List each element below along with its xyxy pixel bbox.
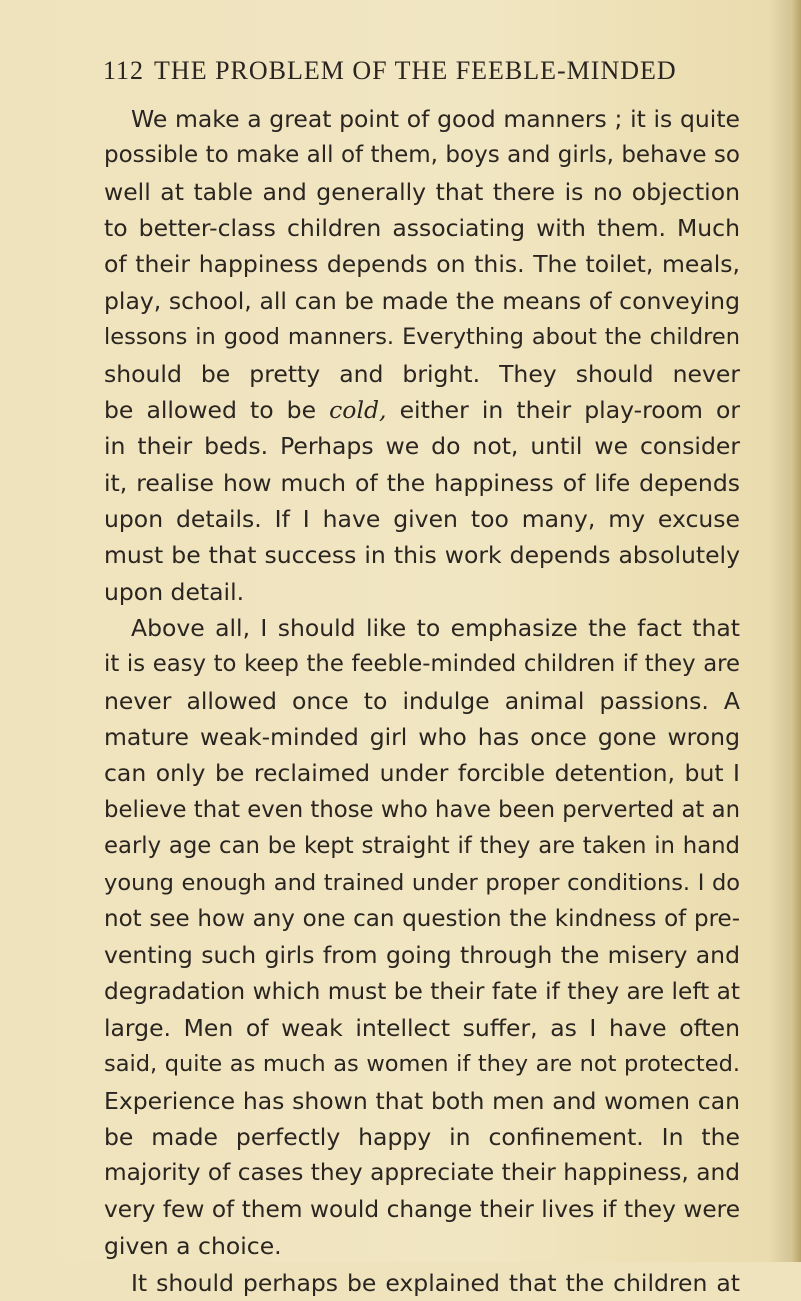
- text-line: early age can be kept straight if they are taken in hand: [104, 833, 740, 860]
- line-pre: be allowed to be: [104, 395, 330, 424]
- text-line: large. Men of weak intellect suffer, as I have often: [104, 1013, 740, 1042]
- text-line: venting such girls from going through the misery and: [104, 941, 740, 970]
- running-title: THE PROBLEM OF THE FEEBLE-MINDED: [154, 56, 677, 85]
- text-line: never allowed once to indulge animal passions. A: [104, 686, 740, 715]
- text-line: possible to make all of them, boys and girls, behave so: [104, 142, 740, 169]
- text-line: in their beds. Perhaps we do not, until we consider: [104, 432, 740, 461]
- text-line: well at table and generally that there is no objection: [104, 177, 740, 206]
- text-line: can only be reclaimed under forcible detention, but I: [104, 759, 740, 788]
- text-line: be made perfectly happy in confinement. In the: [104, 1123, 740, 1152]
- page-number: 112: [103, 56, 145, 85]
- page-edge: [791, 0, 801, 1262]
- text-line: to better-class children associating with them. Much: [104, 214, 740, 243]
- text-line: play, school, all can be made the means of conveying: [104, 286, 740, 315]
- text-line: mature weak-minded girl who has once gone wrong: [104, 723, 740, 752]
- text-line: believe that even those who have been perverted at an: [104, 796, 740, 823]
- text-line: We make a great point of good manners ; it is quite: [131, 105, 740, 133]
- body-text: [104, 101, 740, 1301]
- text-line: said, quite as much as women if they are not protected.: [104, 1051, 740, 1078]
- text-line: upon detail.: [104, 577, 245, 606]
- text-line-with-italic: [104, 392, 740, 428]
- text-line: of their happiness depends on this. The toilet, meals,: [104, 250, 740, 279]
- text-line: lessons in good manners. Everything about the children: [104, 324, 740, 351]
- text-line: Experience has shown that both men and women can: [104, 1086, 740, 1115]
- text-line: young enough and trained under proper conditions. I do: [104, 869, 740, 896]
- text-line: should be pretty and bright. They should never: [104, 359, 740, 388]
- text-line: not see how any one can question the kindness of pre-: [104, 905, 740, 932]
- text-line: upon details. If I have given too many, my excuse: [104, 504, 740, 533]
- text-line: it, realise how much of the happiness of life depends: [104, 468, 740, 497]
- text-line: very few of them would change their lives if they were: [104, 1195, 740, 1223]
- text-line: It should perhaps be explained that the children at: [131, 1268, 740, 1297]
- line-post: either in their play-room or: [386, 395, 740, 424]
- italic-word: cold,: [329, 395, 387, 424]
- text-line: it is easy to keep the feeble-minded children if they are: [104, 651, 740, 678]
- text-line: majority of cases they appreciate their happiness, and: [104, 1159, 740, 1187]
- text-line: given a choice.: [104, 1232, 282, 1261]
- text-line: degradation which must be their fate if they are left at: [104, 977, 740, 1005]
- text-line: must be that success in this work depends absolutely: [104, 541, 740, 570]
- text-line: Above all, I should like to emphasize the fact that: [131, 614, 740, 643]
- running-header: [103, 56, 677, 86]
